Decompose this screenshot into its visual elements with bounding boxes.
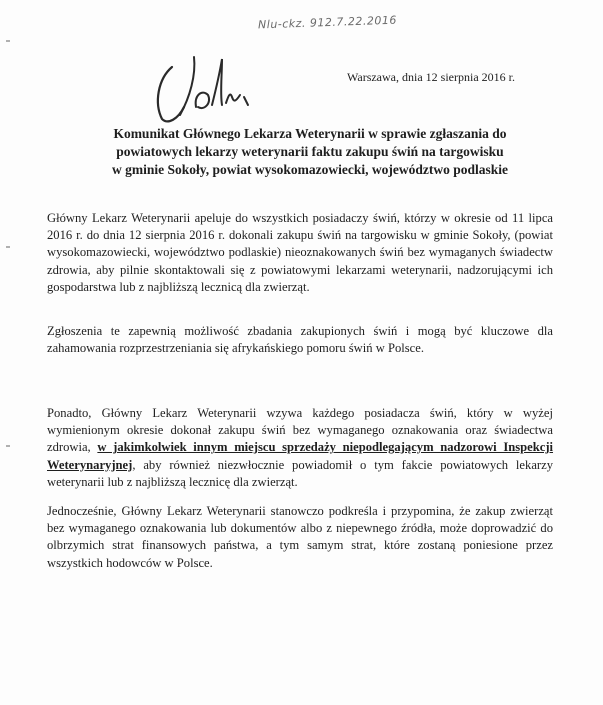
paragraph-other-places-tail: , aby również niezwłocznie powiadomił o tym fakcie powiatowych lekarzy weterynarii lub z najbliższą lecznicę dla zwierząt.: [47, 457, 553, 489]
handwritten-signature: [150, 45, 260, 127]
scan-margin-mark: [6, 445, 10, 447]
paragraph-other-places: [47, 405, 553, 491]
title-line-3: w gminie Sokoły, powiat wysokomazowiecki, województwo podlaskie: [111, 162, 508, 177]
paragraph-appeal: Główny Lekarz Weterynarii apeluje do wszystkich posiadaczy świń, którzy w okresie od 11 lipca 2016 r. do dnia 12 sierpnia 2016 r. dokonali zakupu świń na targowisku w gminie Sokoły, (powiat wysokomazowiecki, województwo podlaskie) nieoznakowanych świń bez wymaganych świadectw zdrowia, aby pilnie skontaktowali się z powiatowymi lekarzami weterynarii, nadzorującymi ich gospodarstwa lub z najbliższą lecznicą dla zwierząt.: [47, 211, 553, 294]
paragraph-warning: Jednocześnie, Główny Lekarz Weterynarii stanowczo podkreśla i przypomina, że zakup zwierząt bez wymaganego oznakowania lub dokumentów albo z niepewnego źródła, może doprowadzić do olbrzymich strat finansowych państwa, a tym samym strat, które zostaną poniesione przez wszystkich hodowców w Polsce.: [47, 504, 553, 570]
handwritten-reference-note: Nlu-ckz. 912.7.22.2016: [257, 13, 398, 32]
title-line-1: Komunikat Głównego Lekarza Weterynarii w sprawie zgłaszania do: [113, 126, 507, 141]
place-and-date: Warszawa, dnia 12 sierpnia 2016 r.: [347, 70, 515, 84]
document-title: [70, 125, 550, 179]
scan-margin-mark: [6, 246, 10, 248]
title-line-2: powiatowych lekarzy weterynarii faktu zakupu świń na targowisku: [116, 144, 504, 159]
paragraph-other-places-lead: Ponadto, Główny Lekarz Weterynarii wzywa każdego posiadacza świń, który w wyżej wymienionym okresie dokonał zakupu świń bez wymaganego oznakowania oraz świadectwa zdrowia,: [47, 406, 553, 455]
paragraph-reports: Zgłoszenia te zapewnią możliwość zbadania zakupionych świń i mogą być kluczowe dla zahamowania rozprzestrzeniania się afrykańskiego pomoru świń w Polsce.: [47, 324, 553, 356]
emphasized-phrase: w jakimkolwiek innym miejscu sprzedaży niepodlegającym nadzorowi Inspekcji Weterynaryjnej: [47, 440, 554, 472]
scan-margin-mark: [6, 40, 10, 42]
